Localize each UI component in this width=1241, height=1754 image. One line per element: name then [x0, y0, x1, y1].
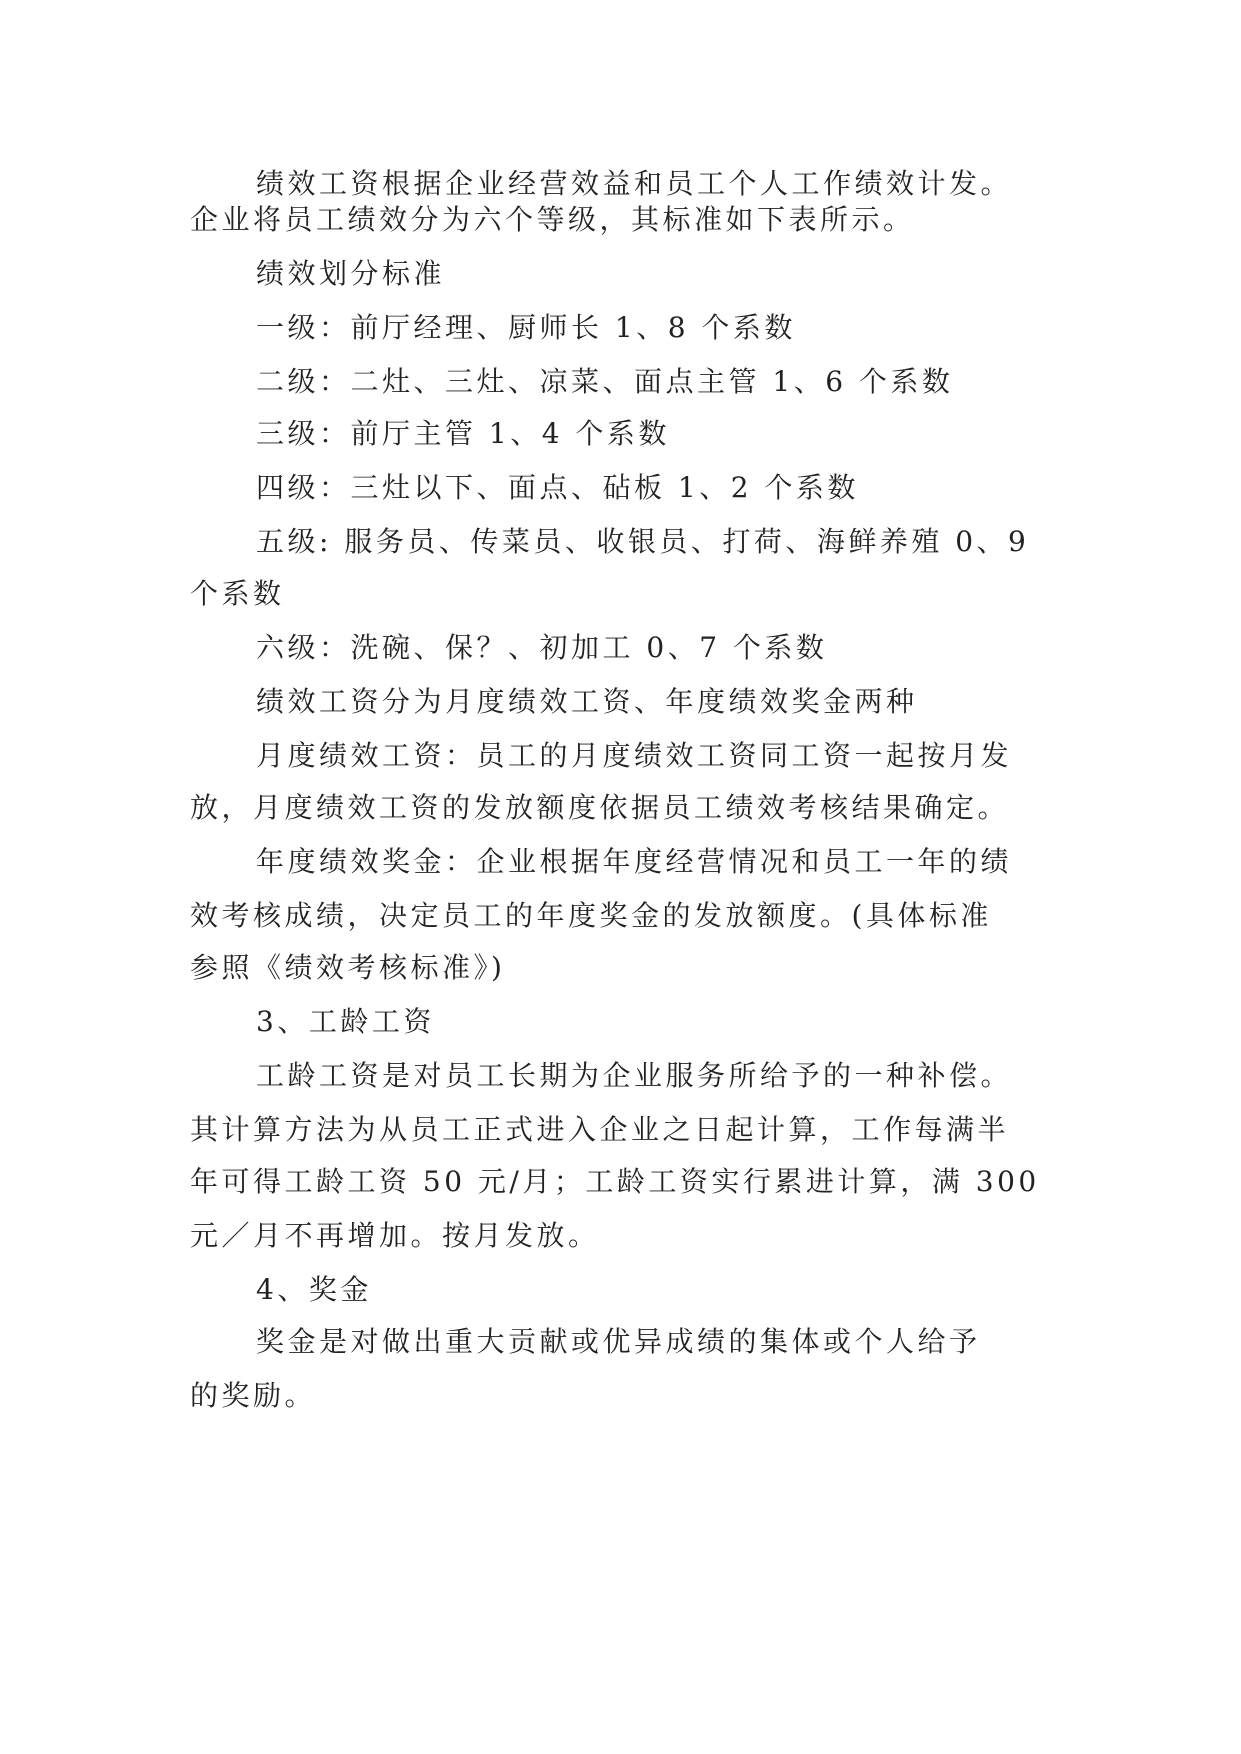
section-heading: 4、奖金	[256, 1273, 372, 1306]
text-line: 六级：洗碗、保？、初加工 0、7 个系数	[256, 631, 828, 664]
text-line: 企业将员工绩效分为六个等级，其标准如下表所示。	[190, 203, 915, 236]
text-line: 的奖励。	[190, 1379, 317, 1412]
text-line: 放，月度绩效工资的发放额度依据员工绩效考核结果确定。	[190, 791, 1010, 824]
text-line: 年可得工龄工资 50 元/月；工龄工资实行累进计算，满 300	[190, 1165, 1040, 1198]
text-line: 奖金是对做出重大贡献或优异成绩的集体或个人给予	[256, 1325, 981, 1358]
text-line: 二级：二灶、三灶、凉菜、面点主管 1、6 个系数	[256, 365, 954, 398]
text-line: 四级：三灶以下、面点、砧板 1、2 个系数	[256, 471, 859, 504]
section-heading: 3、工龄工资	[256, 1005, 435, 1038]
text-line: 元／月不再增加。按月发放。	[190, 1219, 600, 1252]
text-line: 五级: 服务员、传菜员、收银员、打荷、海鲜养殖 0、9	[256, 525, 1030, 558]
text-line: 效考核成绩，决定员工的年度奖金的发放额度。(具体标准	[190, 899, 992, 932]
text-line: 绩效工资分为月度绩效工资、年度绩效奖金两种	[256, 685, 918, 718]
text-line: 个系数	[190, 577, 285, 610]
text-line: 绩效工资根据企业经营效益和员工个人工作绩效计发。	[256, 167, 1013, 200]
text-line: 一级：前厅经理、厨师长 1、8 个系数	[256, 311, 796, 344]
text-line: 其计算方法为从员工正式进入企业之日起计算，工作每满半	[190, 1113, 1010, 1146]
section-heading: 绩效划分标准	[256, 257, 446, 290]
text-line: 年度绩效奖金：企业根据年度经营情况和员工一年的绩	[256, 845, 1013, 878]
text-line: 参照《绩效考核标准》)	[190, 951, 506, 984]
text-line: 工龄工资是对员工长期为企业服务所给予的一种补偿。	[256, 1059, 1013, 1092]
text-line: 月度绩效工资：员工的月度绩效工资同工资一起按月发	[256, 739, 1013, 772]
text-line: 三级：前厅主管 1、4 个系数	[256, 417, 670, 450]
